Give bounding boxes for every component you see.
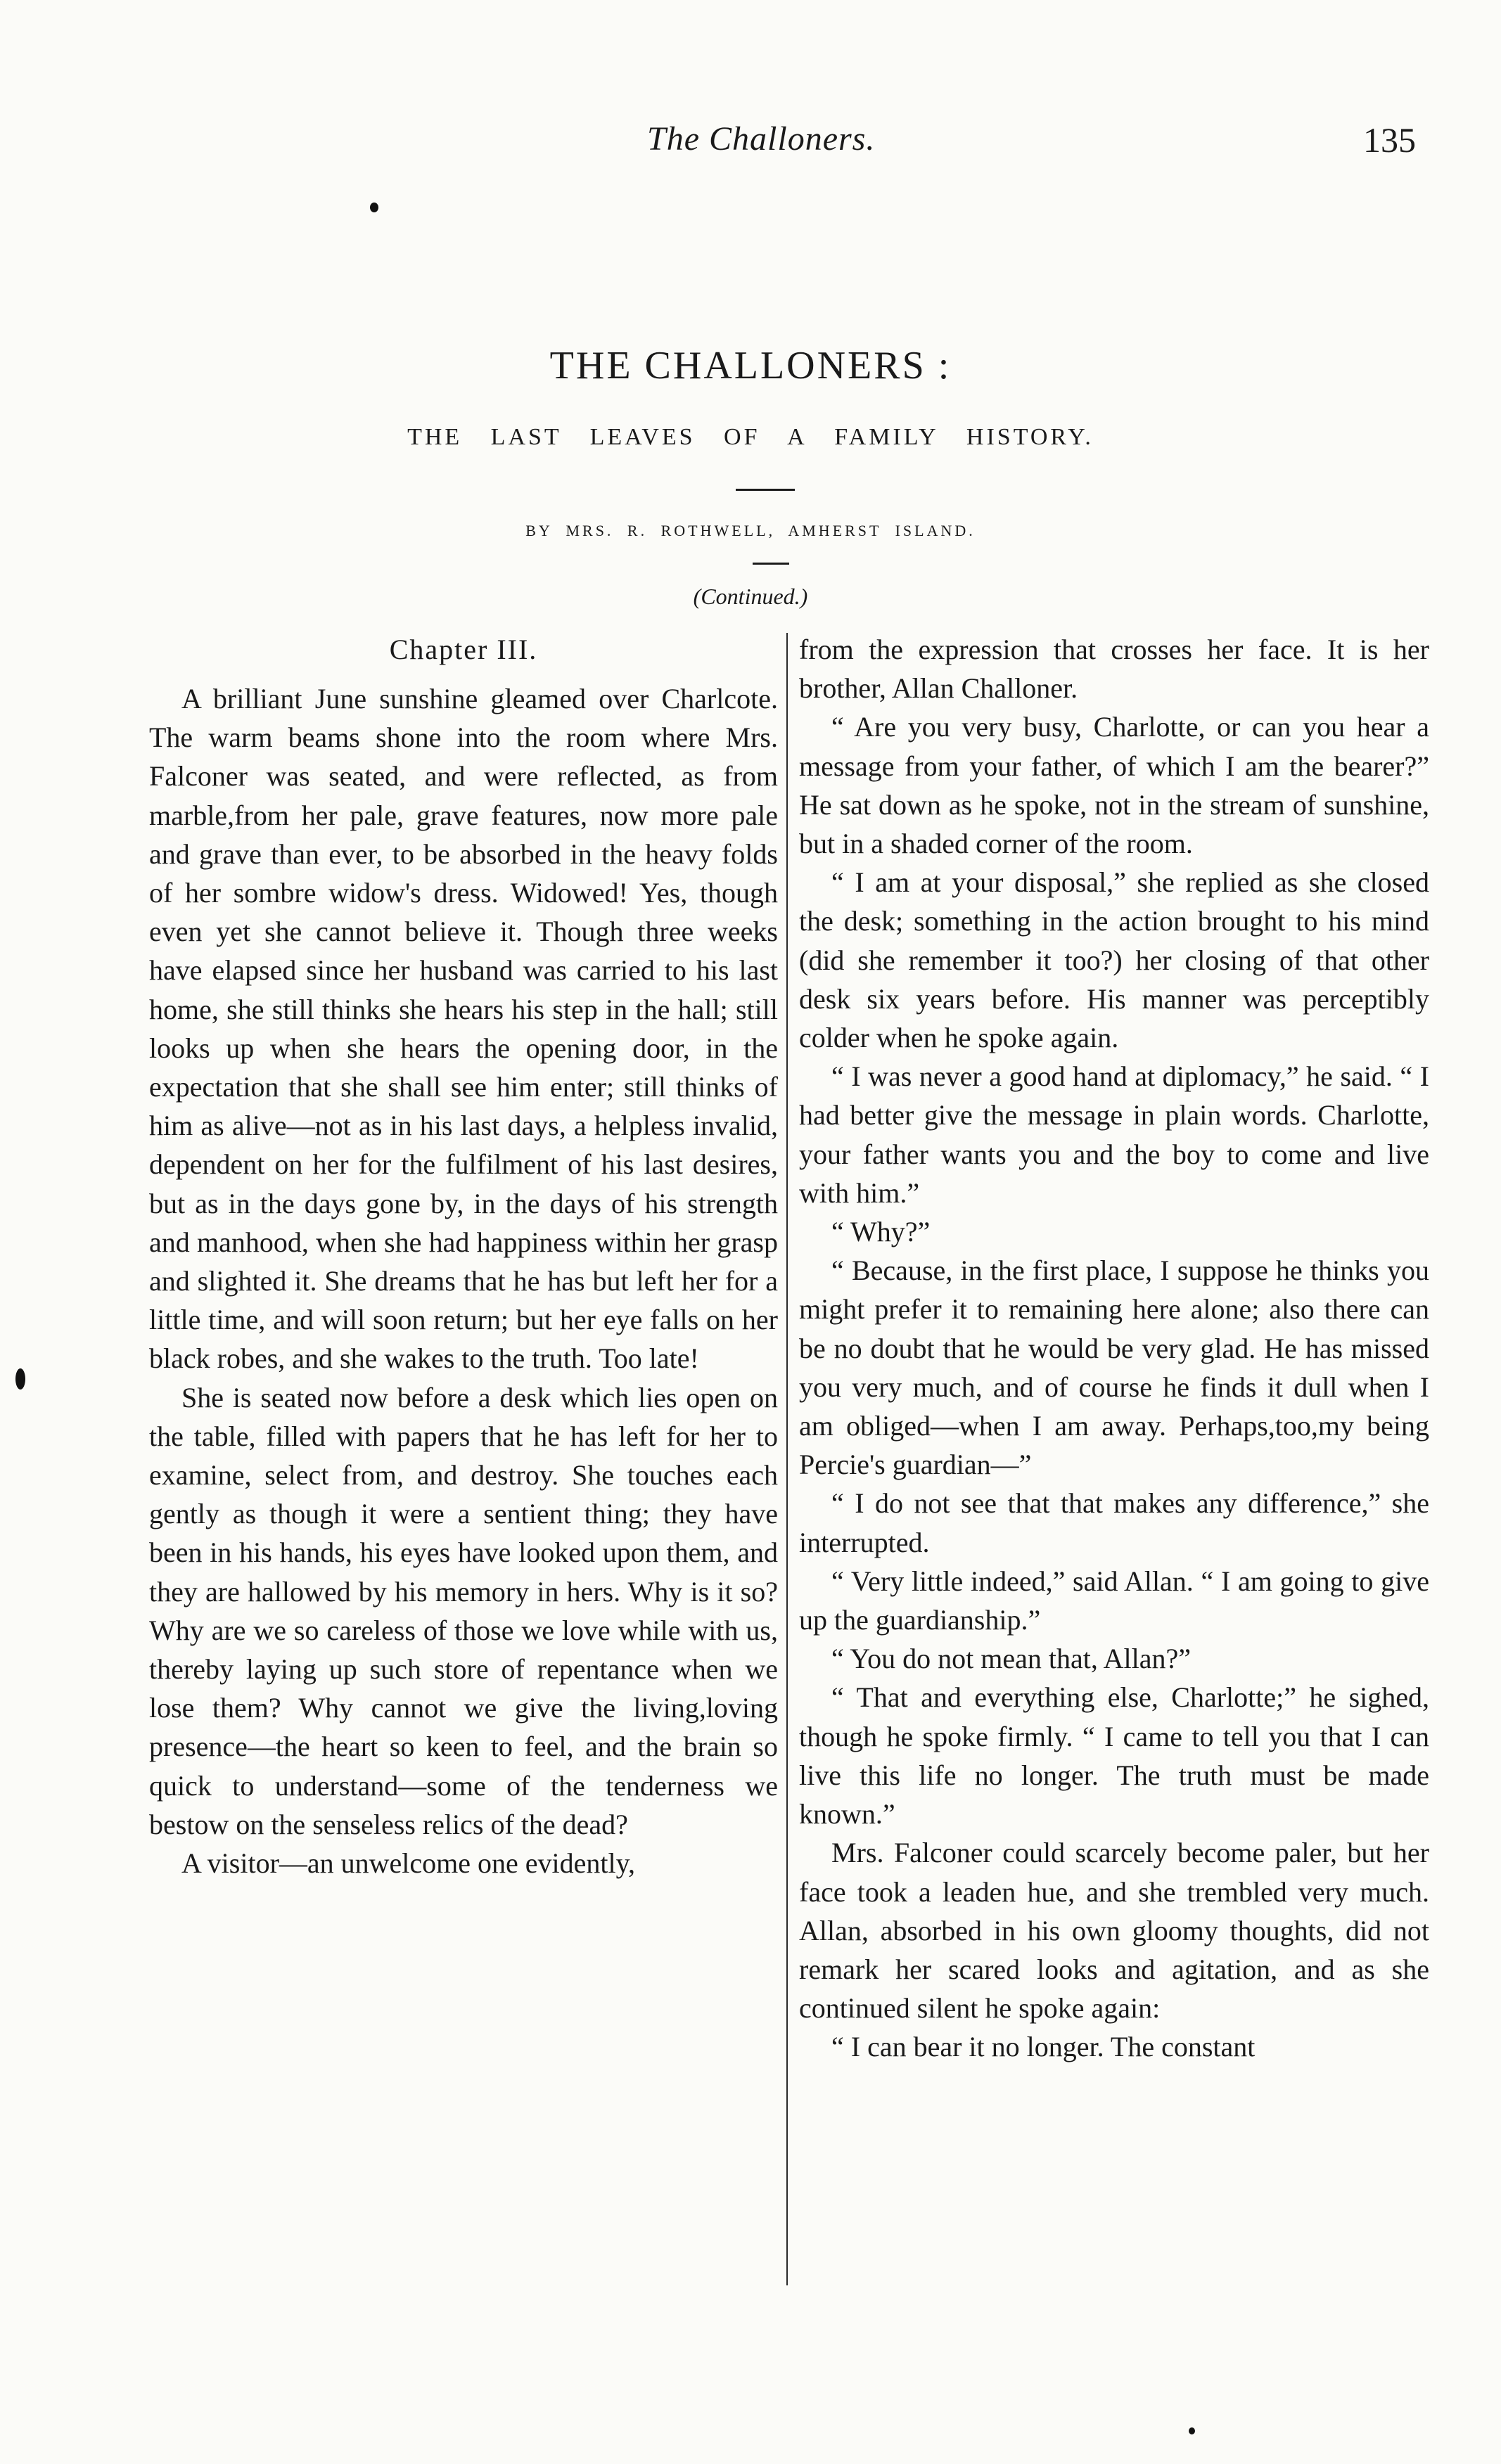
- ink-speck: [1189, 2427, 1195, 2434]
- title-rule: [736, 489, 795, 491]
- paragraph: from the expression that crosses her face. It is her brother, Allan Challoner.: [799, 634, 1429, 705]
- article-subtitle: THE LAST LEAVES OF A FAMILY HISTORY.: [407, 424, 1094, 450]
- byline-rule: [753, 563, 789, 565]
- paragraph: “ Why?”: [831, 1216, 931, 1248]
- chapter-heading: Chapter III.: [389, 634, 538, 665]
- paragraph: She is seated now before a desk which lies open on the table, filled with papers that he has left for her to examine, select from, and destroy. She touches each gently as though it were a sentient thing; they have been in his hands, his eyes have looked upon them, and they are hallowed by his memory in hers. Why is it so? Why are we so careless of those we love while with us, thereby laying up such store of repentance when we lose them? Why cannot we give the living,loving presence—the heart so keen to feel, and the brain so quick to understand—some of the tenderness we bestow on the senseless relics of the dead?: [149, 1381, 778, 1840]
- paragraph: A brilliant June sunshine gleamed over Charlcote. The warm beams shone into the room where Mrs. Falconer was seated, and were reflected, as from marble,from her pale, grave features, now more pale and grave than ever, to be absorbed in the heavy folds of her sombre widow's dress. Widowed! Yes, though even yet she cannot believe it. Though three weeks have elapsed since her husband was carried to his last home, she still thinks she hears his step in the hall; still looks up when she hears the opening door, in the expectation that she shall see him enter; still thinks of him as alive—not as in his last days, a helpless invalid, dependent on her for the fulfilment of his last desires, but as in the days gone by, in the days of his strength and manhood, when she had happiness within her grasp and slighted it. She dreams that he has but left her for a little time, and will soon return; but her eye falls on her black robes, and she wakes to the truth. Too late!: [149, 683, 778, 1375]
- paragraph: “ Are you very busy, Charlotte, or can you hear a message from your father, of which I am the bearer?” He sat down as he spoke, not in the stream of sunshine, but in a shaded corner of the room.: [799, 711, 1429, 860]
- paragraph: A visitor—an unwelcome one evidently,: [181, 1847, 636, 1880]
- right-column: [799, 630, 1429, 2067]
- paragraph: “ That and everything else, Charlotte;” he sighed, though he spoke firmly. “ I came to tell you that I can live this life no longer. The truth must be made known.”: [799, 1681, 1429, 1830]
- paragraph: “ I was never a good hand at diplomacy,” he said. “ I had better give the message in plain words. Charlotte, your father wants you and the boy to come and live with him.”: [799, 1060, 1429, 1209]
- byline: BY MRS. R. ROTHWELL, AMHERST ISLAND.: [525, 522, 976, 539]
- left-column: [149, 630, 778, 1882]
- ink-speck: [370, 203, 378, 212]
- ink-speck: [15, 1368, 25, 1390]
- paragraph: Mrs. Falconer could scarcely become paler, but her face took a leaden hue, and she trembled very much. Allan, absorbed in his own gloomy thoughts, did not remark her scared looks and agitation, and as she continued silent he spoke again:: [799, 1837, 1429, 2025]
- paragraph: “ I do not see that that makes any difference,” she interrupted.: [799, 1487, 1429, 1558]
- article-title: THE CHALLONERS :: [549, 344, 952, 387]
- running-title: The Challoners.: [647, 120, 876, 158]
- paragraph: “ I am at your disposal,” she replied as she closed the desk; something in the action brought to his mind (did she remember it too?) her closing of that other desk six years before. His manner was perceptibly colder when he spoke again.: [799, 866, 1429, 1054]
- column-divider: [786, 633, 788, 2285]
- continued-note: (Continued.): [693, 584, 808, 609]
- paragraph: “ Because, in the first place, I suppose he thinks you might prefer it to remaining here alone; also there can be no doubt that he would be very glad. He has missed you very much, and of course he finds it dull when I am obliged—when I am away. Perhaps,too,my being Percie's guardian—”: [799, 1255, 1429, 1481]
- paragraph: “ You do not mean that, Allan?”: [831, 1643, 1192, 1675]
- paragraph: “ Very little indeed,” said Allan. “ I am going to give up the guardianship.”: [799, 1565, 1429, 1636]
- page-number: 135: [1363, 120, 1416, 160]
- paragraph: “ I can bear it no longer. The constant: [831, 2031, 1256, 2063]
- running-head: [0, 120, 1501, 169]
